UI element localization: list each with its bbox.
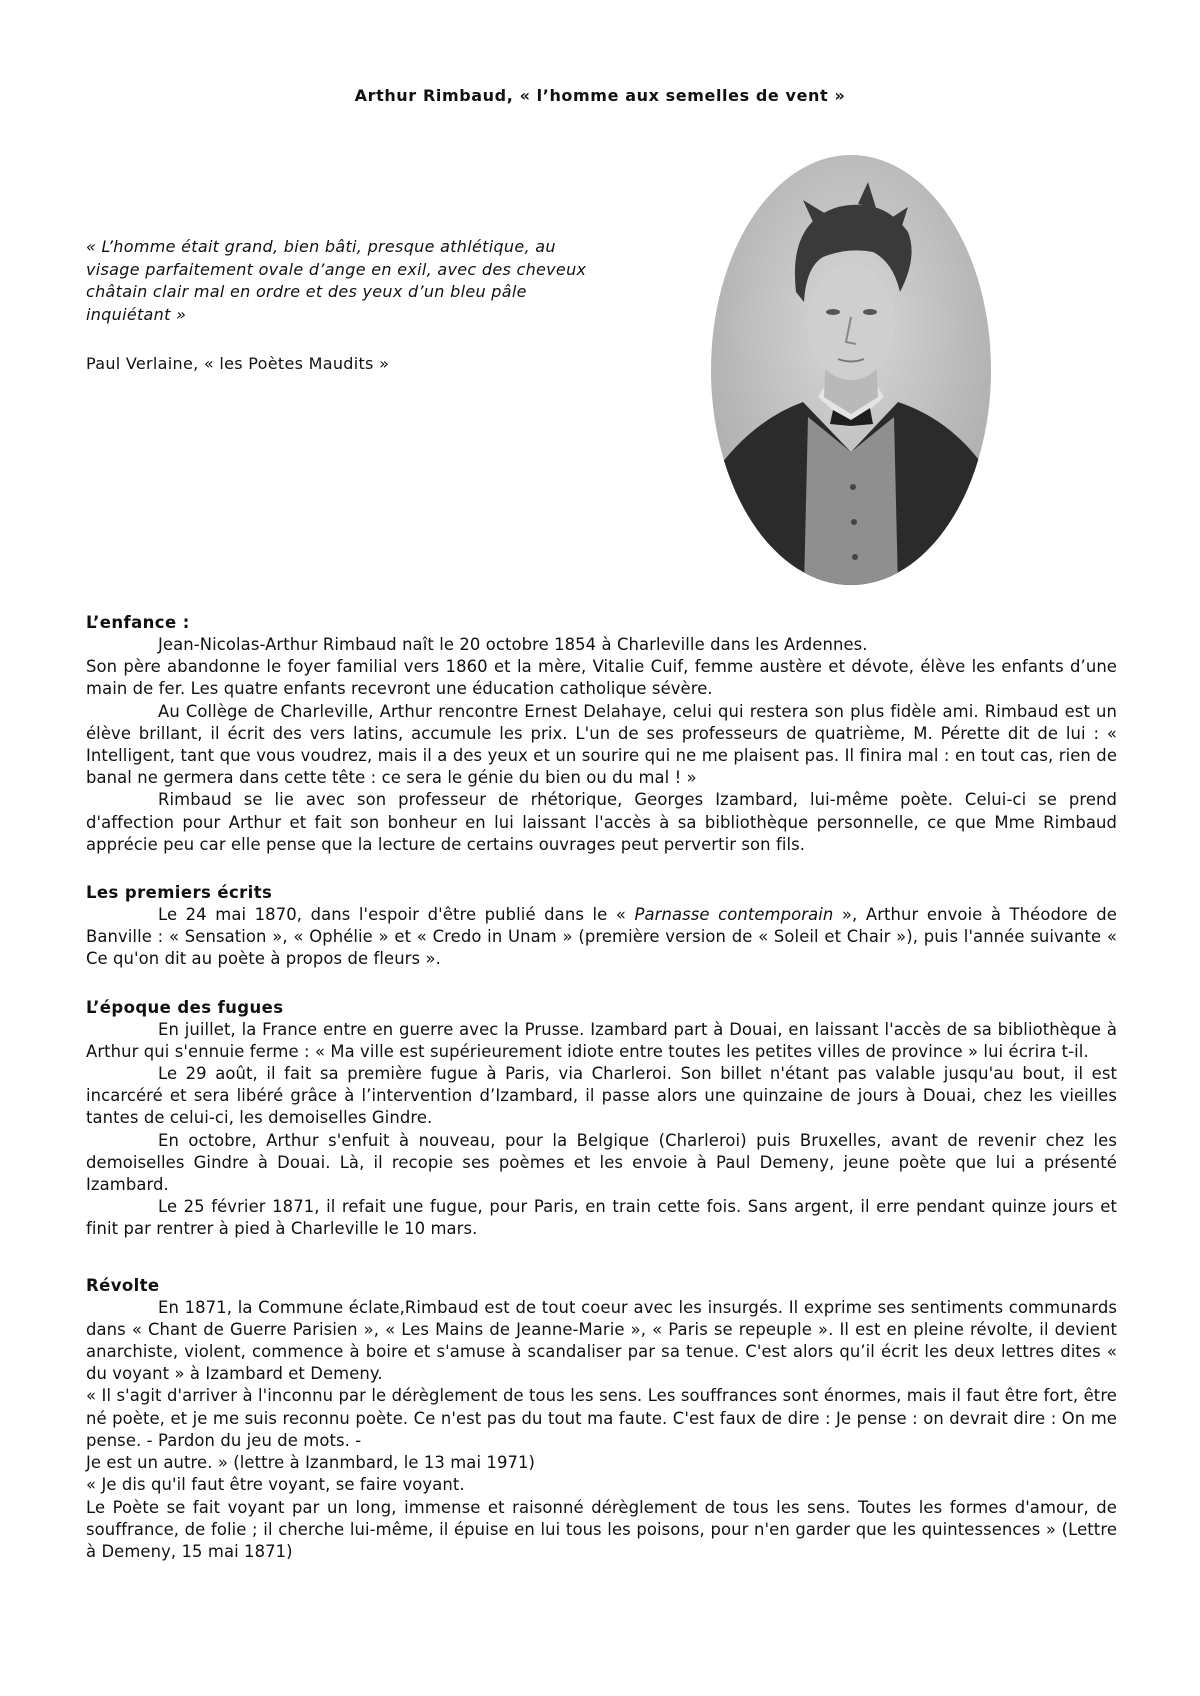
paragraph: Rimbaud se lie avec son professeur de rhétorique, Georges Izambard, lui-même poète. Celui-ci se prend d'affection pour Arthur et fait son bonheur en lui laissant l'accès à sa bibliothèque personnelle, ce que Mme Rimbaud apprécie peu car elle pense que la lecture de certains ouvrages peut pervertir son fils.: [86, 790, 1117, 854]
biography-body: [86, 612, 1117, 1563]
paragraph: Jean-Nicolas-Arthur Rimbaud naît le 20 octobre 1854 à Charleville dans les Ardennes.: [158, 635, 868, 654]
quote-paragraph: « Il s'agit d'arriver à l'inconnu par le dérèglement de tous les sens. Les souffrances sont énormes, mais il faut être fort, être né poète, et je me suis reconnu poète. Ce n'est pas du tout ma faute. C'est faux de dire : Je pense : on devrait dire : On me pense. - Pardon du jeu de mots. -: [86, 1386, 1117, 1450]
text-run: », Arthur envoie à Théodore de Banville : « Sensation », « Ophélie » et « Credo in Unam » (première version de « Soleil et Chair »), puis l'année suivante « Ce qu'on dit au poète à propos de fleurs ».: [86, 905, 1117, 969]
paragraph: Au Collège de Charleville, Arthur rencontre Ernest Delahaye, celui qui restera son plus fidèle ami. Rimbaud est un élève brillant, il écrit des vers latins, accumule les prix. L'un de ses professeurs de quatrième, M. Pérette dit de lui : « Intelligent, tant que vous voudrez, mais il a des yeux et un sourire qui ne me plaisent pas. Il finira mal : en tout cas, rien de banal ne germera dans cette tête : ce sera le génie du bien ou du mal ! »: [86, 701, 1117, 788]
section-heading: Révolte: [86, 1275, 160, 1295]
paragraph: Son père abandonne le foyer familial vers 1860 et la mère, Vitalie Cuif, femme austère et dévote, élève les enfants d’une main de fer. Les quatre enfants recevront une éducation catholique sévère.: [86, 657, 1117, 699]
paragraph: Le 29 août, il fait sa première fugue à Paris, via Charleroi. Son billet n'étant pas valable jusqu'au bout, il est incarcéré et sera libéré grâce à l’intervention d’Izambard, il passe alors une quinzaine de jours à Douai, chez les vieilles tantes de celui-ci, les demoiselles Gindre.: [86, 1064, 1117, 1128]
document-title: Arthur Rimbaud, « l’homme aux semelles de vent »: [354, 86, 846, 105]
text-run: Le 24 mai 1870, dans l'espoir d'être publié dans le «: [158, 905, 635, 925]
section-revolt: [86, 1275, 1117, 1563]
section-runaways: [86, 997, 1117, 1241]
section-first-writings: [86, 882, 1117, 971]
section-childhood: [86, 612, 1117, 856]
epigraph-attribution: Paul Verlaine, « les Poètes Maudits »: [86, 354, 390, 373]
paragraph: En juillet, la France entre en guerre avec la Prusse. Izambard part à Douai, en laissant l'accès de sa bibliothèque à Arthur qui s'ennuie ferme : « Ma ville est supérieurement idiote entre toutes les petites villes de province » lui écrira t-il.: [86, 1019, 1117, 1061]
quote-paragraph: Le Poète se fait voyant par un long, immense et raisonné dérèglement de tous les sens. Toutes les formes d'amour, de souffrance, de folie ; il cherche lui-même, il épuise en lui tous les poisons, pour n'en garder que les quintessences » (Lettre à Demeny, 15 mai 1871): [86, 1497, 1117, 1561]
section-heading: L’époque des fugues: [86, 997, 284, 1017]
epigraph-quote: [86, 236, 596, 326]
portrait-photo: [708, 152, 994, 588]
section-heading: Les premiers écrits: [86, 883, 273, 903]
paragraph: [86, 904, 1117, 971]
paragraph: En octobre, Arthur s'enfuit à nouveau, pour la Belgique (Charleroi) puis Bruxelles, avant de revenir chez les demoiselles Gindre à Douai. Là, il recopie ses poèmes et les envoie à Paul Demeny, jeune poète que lui a présenté Izambard.: [86, 1130, 1117, 1195]
quote-paragraph: « Je dis qu'il faut être voyant, se faire voyant.: [86, 1475, 465, 1495]
paragraph: En 1871, la Commune éclate,Rimbaud est de tout coeur avec les insurgés. Il exprime ses sentiments communards dans « Chant de Guerre Parisien », « Les Mains de Jeanne-Marie », « Paris se repeuple ». Il est en pleine révolte, il devient anarchiste, violent, commence à boire et s'amuse à scandaliser par sa tenue. C'est alors qu’il écrit les deux lettres dites « du voyant » à Izambard et Demeny.: [86, 1297, 1117, 1384]
paragraph: Le 25 février 1871, il refait une fugue, pour Paris, en train cette fois. Sans argent, il erre pendant quinze jours et finit par rentrer à pied à Charleville le 10 mars.: [86, 1197, 1117, 1239]
italic-title: Parnasse contemporain: [634, 905, 834, 925]
quote-paragraph: Je est un autre. » (lettre à Izanmbard, le 13 mai 1971): [86, 1453, 536, 1473]
section-heading: L’enfance :: [86, 613, 190, 632]
epigraph-text: « L’homme était grand, bien bâti, presque athlétique, au visage parfaitement ovale d’ange en exil, avec des cheveux châtain clair mal en ordre et des yeux d’un bleu pâle inquiétant »: [86, 237, 587, 324]
